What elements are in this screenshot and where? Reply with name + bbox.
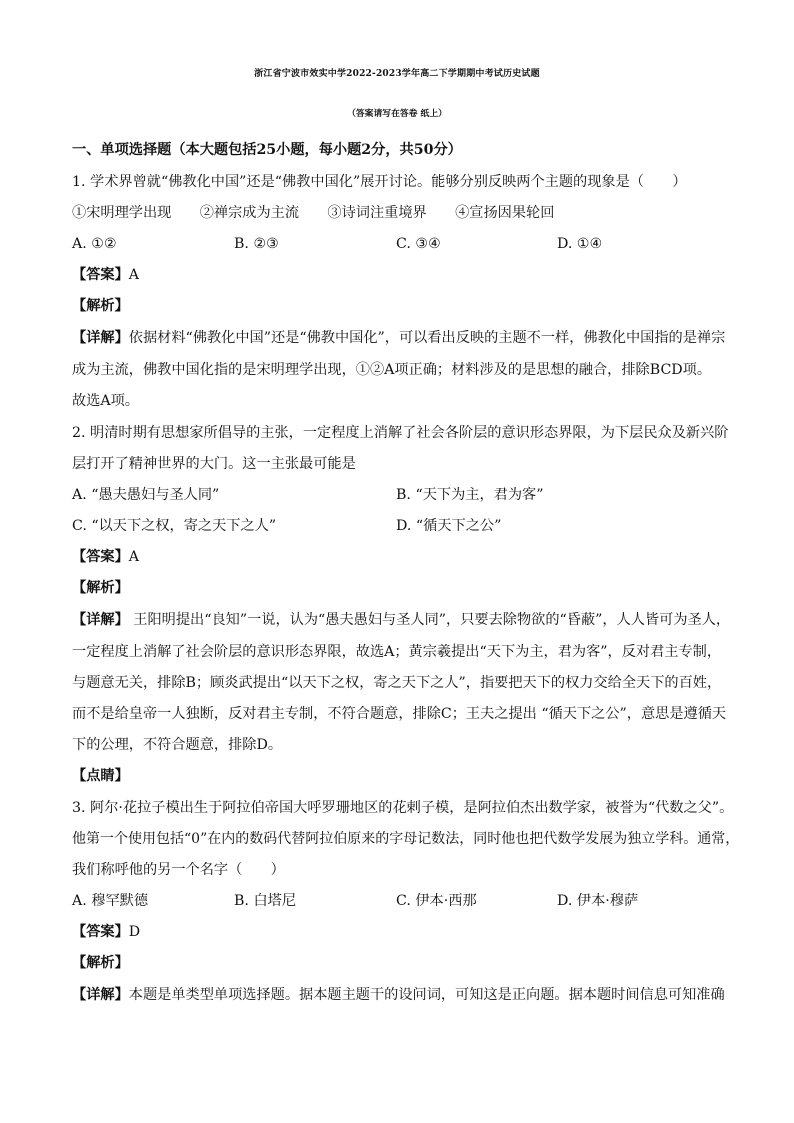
- q2-comment-label: 【点睛】: [72, 768, 129, 784]
- q3-option-a: A. 穆罕默德: [72, 893, 149, 909]
- q3-detail-line-1: [72, 985, 725, 1005]
- q1-analysis-label: 【解析】: [72, 298, 129, 314]
- q1-detail-line-1: [72, 328, 725, 348]
- detail-label: 【详解】: [72, 612, 129, 628]
- q1-option-b: B. ②③: [234, 236, 279, 252]
- q1-detail-line-2: 成为主流，佛教中国化指的是宋明理学出现，①②A项正确；材料涉及的是思想的融合，排除BCD项。: [72, 362, 712, 378]
- q2-detail-line-2: 一定程度上消解了社会阶层的意识形态界限，故选A；黄宗羲提出“天下为主，君为客”，反对君主专制，: [72, 644, 722, 660]
- q3-option-c: C. 伊本·西那: [396, 893, 477, 909]
- q3-stem-line-3: 我们称呼他的另一个名字（ ）: [72, 862, 285, 878]
- answer-label: 【答案】: [72, 924, 129, 940]
- answer-label: 【答案】: [72, 267, 129, 283]
- q2-option-b: B. “天下为主，君为客”: [396, 487, 544, 503]
- section-heading: 一、单项选择题（本大题包括25小题，每小题2分，共50分）: [72, 142, 462, 158]
- q3-analysis-label: 【解析】: [72, 955, 129, 971]
- q2-detail-line-4: 而不是给皇帝一人独断，反对君主专制，不符合题意，排除C；王夫之提出 “循天下之公”，意思是遵循天: [72, 706, 727, 722]
- q1-detail-text-1: 依据材料“佛教化中国”还是“佛教中国化”，可以看出反映的主题不一样，佛教化中国指的是禅宗: [128, 330, 726, 346]
- q2-stem-line-1: 2. 明清时期有思想家所倡导的主张，一定程度上消解了社会各阶层的意识形态界限，为下层民众及新兴阶: [72, 425, 729, 441]
- page-subtitle: （答案请写在答卷 纸上）: [347, 109, 447, 119]
- q1-answer: [72, 265, 139, 285]
- detail-label: 【详解】: [72, 987, 129, 1003]
- q2-detail-line-1: [72, 610, 730, 630]
- q2-detail-line-5: 下的公理，不符合题意，排除D。: [72, 737, 283, 753]
- q3-answer-value: D: [128, 924, 141, 940]
- q1-items: ①宋明理学出现 ②禅宗成为主流 ③诗词注重境界 ④宣扬因果轮回: [72, 205, 555, 221]
- q3-stem-line-2: 他第一个使用包括“0”在内的数码代替阿拉伯原来的字母记数法，同时他也把代数学发展为独立学科。通常，: [72, 831, 740, 847]
- q2-option-c: C. “以天下之权，寄之天下之人”: [72, 518, 277, 534]
- q2-answer: [72, 547, 139, 567]
- page-title: 浙江省宁波市效实中学2022-2023学年高二下学期期中考试历史试题: [254, 69, 540, 79]
- q2-analysis-label: 【解析】: [72, 580, 129, 596]
- q1-answer-value: A: [128, 267, 140, 283]
- q3-option-d: D. 伊本·穆萨: [557, 893, 639, 909]
- q2-option-a: A. “愚夫愚妇与圣人同”: [72, 487, 220, 503]
- q3-option-b: B. 白塔尼: [234, 893, 297, 909]
- q2-detail-line-3: 与题意无关，排除B；顾炎武提出“以天下之权，寄之天下之人”，指要把天下的权力交给全天下的百姓，: [72, 675, 722, 691]
- q3-answer: [72, 922, 140, 942]
- q3-detail-text-1: 本题是单类型单项选择题。据本题主题干的设问词，可知这是正向题。据本题时间信息可知准确: [128, 987, 725, 1003]
- q1-stem: 1. 学术界曾就“佛教化中国”还是“佛教中国化”展开讨论。能够分别反映两个主题的现象是（ ）: [72, 174, 687, 190]
- q2-detail-text-1: 王阳明提出“良知”一说，认为“愚夫愚妇与圣人同”，只要去除物欲的“昏蔽”，人人皆可为圣人，: [128, 612, 731, 628]
- q2-stem-line-2: 层打开了精神世界的大门。这一主张最可能是: [72, 456, 356, 472]
- answer-label: 【答案】: [72, 549, 129, 565]
- q2-option-d: D. “循天下之公”: [396, 518, 502, 534]
- detail-label: 【详解】: [72, 330, 129, 346]
- q1-option-a: A. ①②: [72, 236, 117, 252]
- q1-detail-line-3: 故选A项。: [72, 393, 139, 409]
- q1-option-c: C. ③④: [396, 236, 441, 252]
- q3-stem-line-1: 3. 阿尔·花拉子模出生于阿拉伯帝国大呼罗珊地区的花剌子模，是阿拉伯杰出数学家，被誉为“代数之父”。: [72, 800, 734, 816]
- q1-option-d: D. ①④: [557, 236, 603, 252]
- q2-answer-value: A: [128, 549, 140, 565]
